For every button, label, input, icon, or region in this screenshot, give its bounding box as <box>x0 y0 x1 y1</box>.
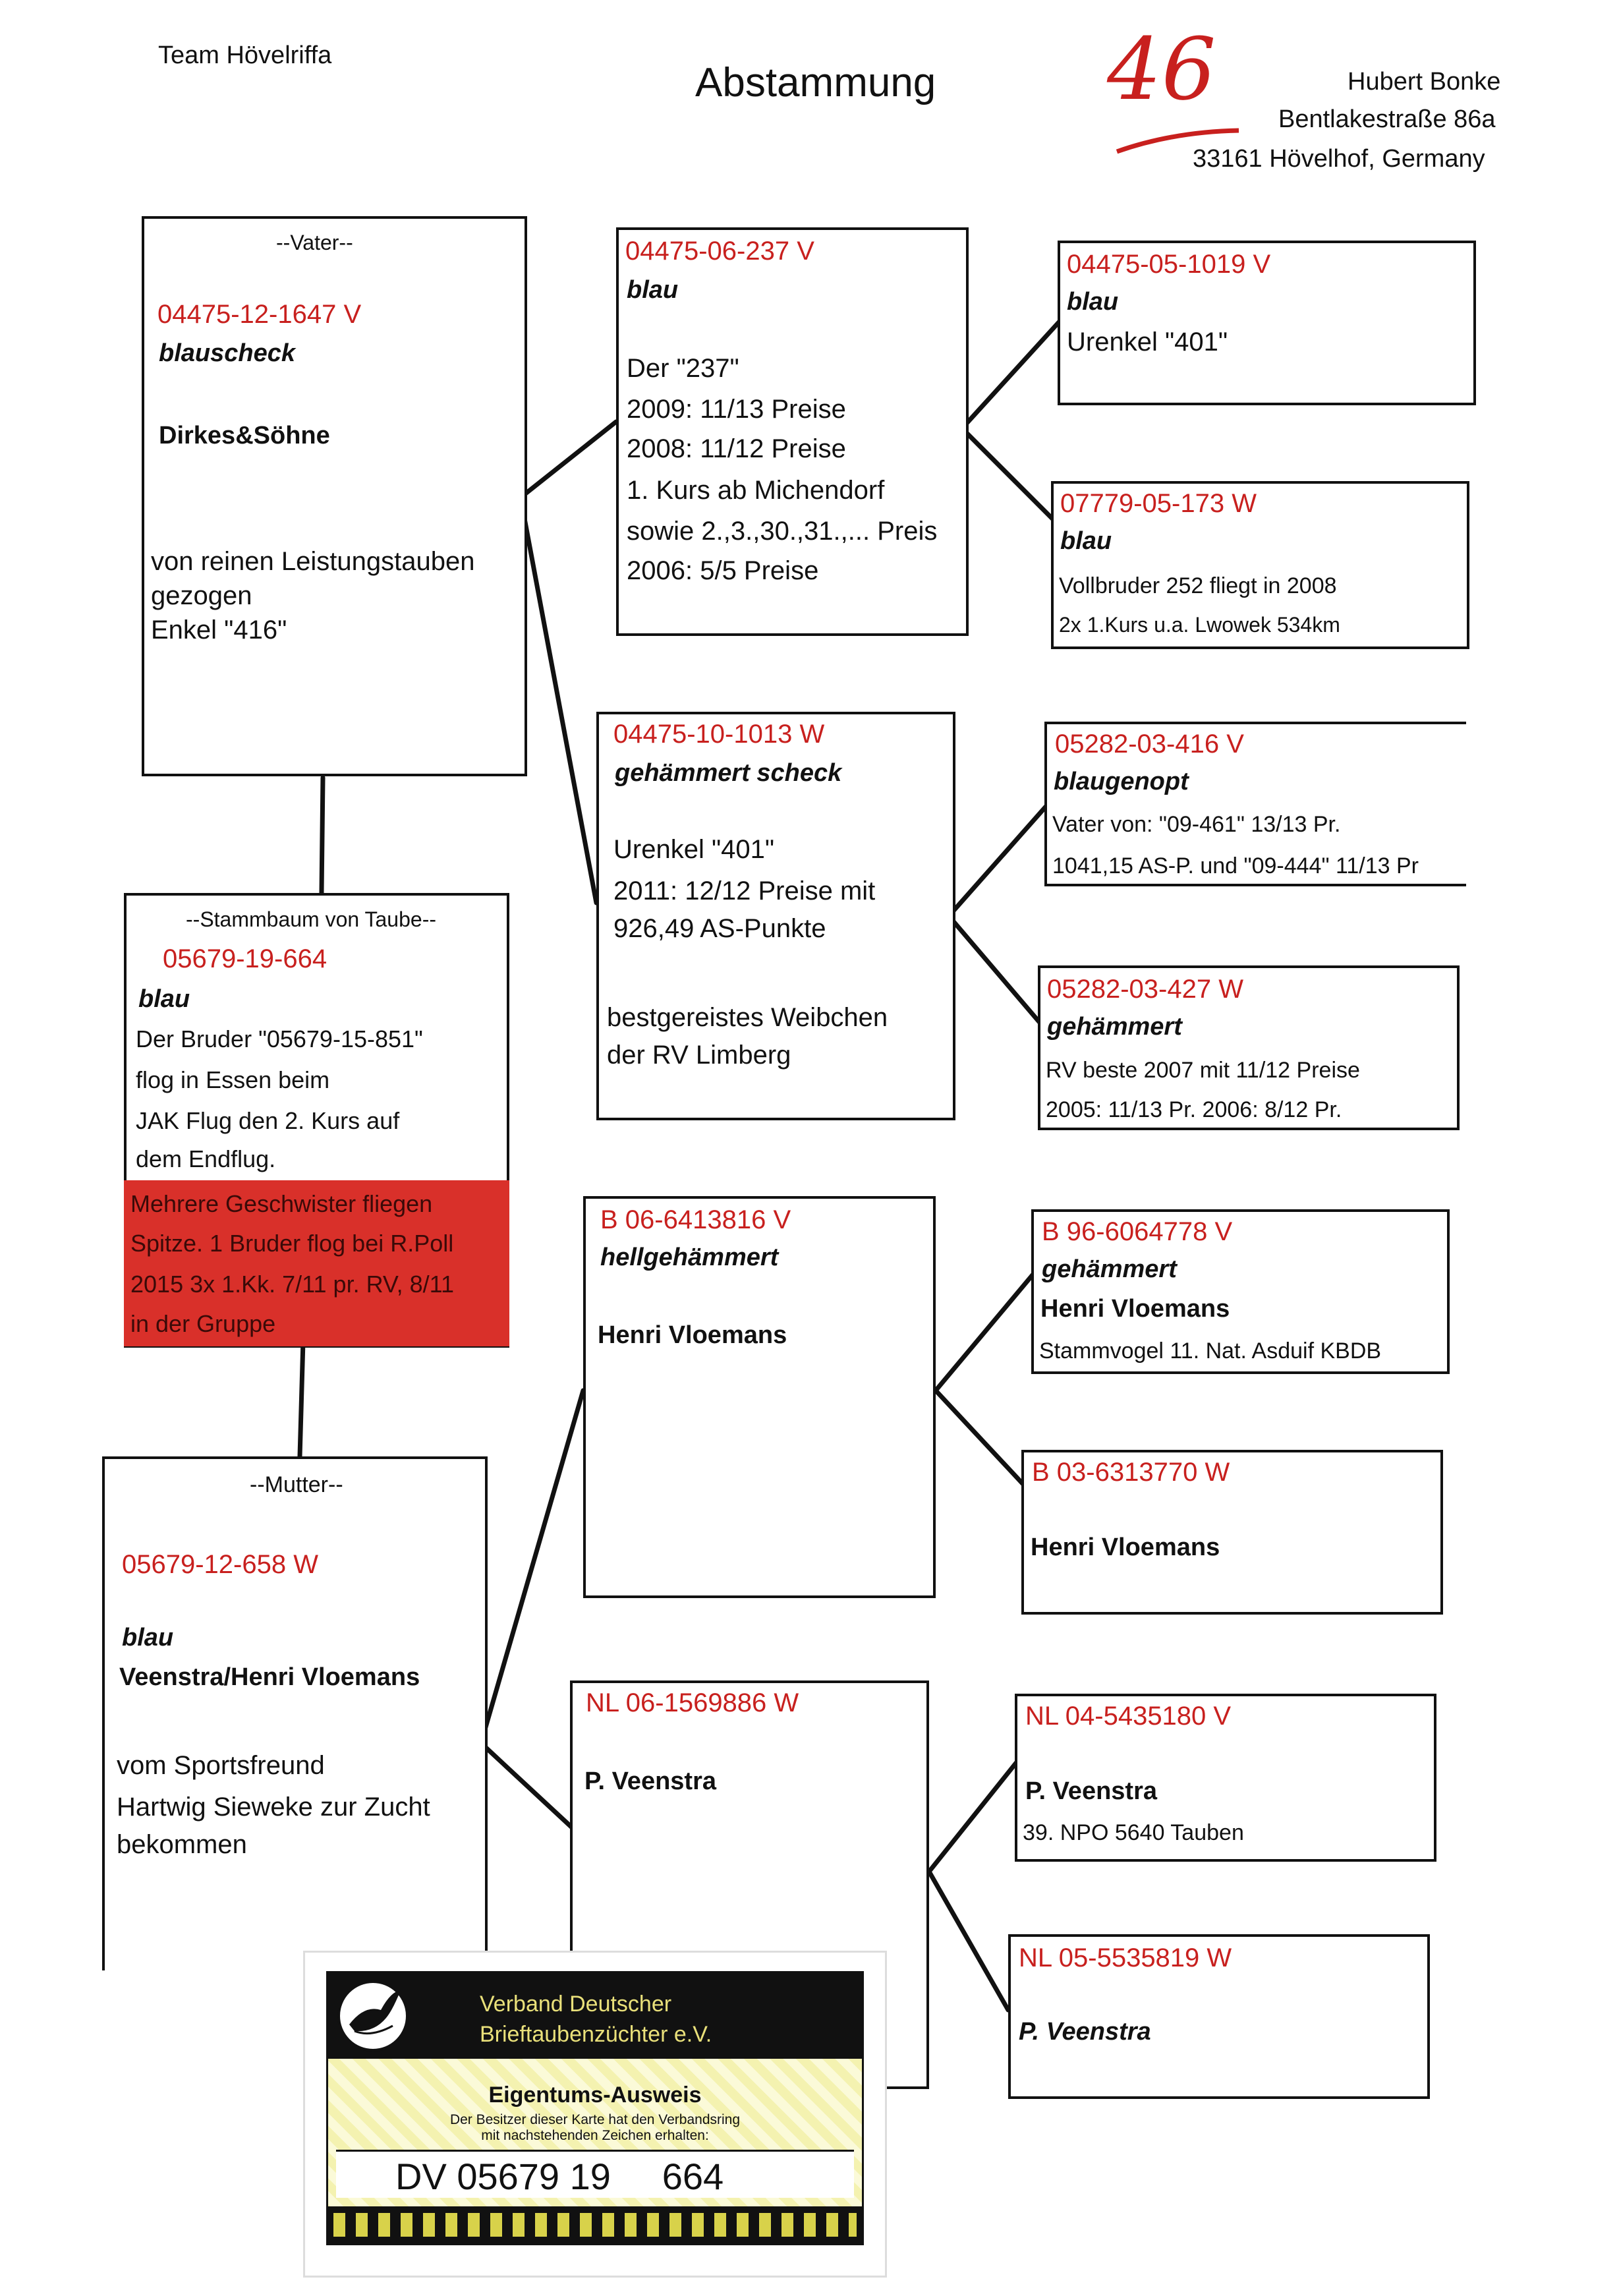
mmm-breeder: P. Veenstra <box>1019 2018 1151 2046</box>
mv-box <box>583 1196 936 1598</box>
card-org-line1: Verband Deutscher <box>480 1992 672 2017</box>
mmm-box <box>1008 1934 1430 2099</box>
page-number-handwritten: 46 <box>1107 19 1216 119</box>
subject-note: flog in Essen beim <box>136 1066 330 1093</box>
vm-note: der RV Limberg <box>607 1041 791 1070</box>
mutter-note: bekommen <box>117 1830 247 1859</box>
mvm-breeder: Henri Vloemans <box>1031 1534 1220 1561</box>
mmv-ring: NL 04-5435180 V <box>1025 1702 1232 1731</box>
vm-ring: 04475-10-1013 W <box>613 720 825 749</box>
mutter-box <box>102 1456 488 1970</box>
team-name: Team Hövelriffa <box>158 42 332 69</box>
vv-box <box>616 227 969 636</box>
mmv-breeder: P. Veenstra <box>1025 1777 1158 1805</box>
subject-highlight-line: Spitze. 1 Bruder flog bei R.Poll <box>130 1230 454 1257</box>
vvm-note: 2x 1.Kurs u.a. Lwowek 534km <box>1059 613 1340 637</box>
vm-note: 2011: 12/12 Preise mit <box>613 876 876 905</box>
subject-highlight-line: 2015 3x 1.Kk. 7/11 pr. RV, 8/11 <box>130 1271 455 1298</box>
mvv-box <box>1031 1209 1450 1374</box>
mutter-color: blau <box>122 1624 174 1651</box>
mv-ring: B 06-6413816 V <box>600 1205 791 1234</box>
vvm-color: blau <box>1060 527 1112 555</box>
vvv-note: Urenkel "401" <box>1067 328 1228 357</box>
subject-ring: 05679-19-664 <box>163 944 327 973</box>
vmv-ring: 05282-03-416 V <box>1055 730 1244 759</box>
ownership-card <box>303 1951 887 2278</box>
vvm-ring: 07779-05-173 W <box>1060 489 1257 518</box>
vm-box <box>596 712 955 1120</box>
subject-note: dem Endflug. <box>136 1145 276 1172</box>
mvv-ring: B 96-6064778 V <box>1042 1217 1233 1246</box>
vv-note: 2009: 11/13 Preise <box>627 395 846 424</box>
vater-label: --Vater-- <box>276 231 353 254</box>
vv-note: sowie 2.,3.,30.,31.,... Preis <box>627 517 938 546</box>
vmm-color: gehämmert <box>1047 1013 1182 1041</box>
mutter-note: vom Sportsfreund <box>117 1751 325 1780</box>
mutter-note: Hartwig Sieweke zur Zucht <box>117 1793 430 1822</box>
vmm-note: 2005: 11/13 Pr. 2006: 8/12 Pr. <box>1046 1097 1342 1122</box>
card-desc-line1: Der Besitzer dieser Karte hat den Verbandsring <box>449 2112 741 2127</box>
owner-city: 33161 Hövelhof, Germany <box>1193 145 1485 173</box>
mmv-box <box>1015 1694 1436 1862</box>
vater-breeder: Dirkes&Söhne <box>159 422 330 449</box>
mm-breeder: P. Veenstra <box>584 1767 717 1795</box>
vvv-ring: 04475-05-1019 V <box>1067 250 1271 279</box>
subject-highlight-line: in der Gruppe <box>130 1310 276 1337</box>
subject-highlight-line: Mehrere Geschwister fliegen <box>130 1190 433 1217</box>
ownership-card-body <box>326 1971 864 2245</box>
mvv-color: gehämmert <box>1042 1255 1177 1283</box>
card-header-bar <box>328 1973 862 2059</box>
vmm-note: RV beste 2007 mit 11/12 Preise <box>1046 1058 1360 1083</box>
vater-color: blauscheck <box>159 339 295 367</box>
vmv-note: 1041,15 AS-P. und "09-444" 11/13 Pr <box>1052 853 1419 878</box>
card-title: Eigentums-Ausweis <box>488 2082 702 2108</box>
mm-ring: NL 06-1569886 W <box>586 1688 799 1717</box>
mmm-ring: NL 05-5535819 W <box>1019 1943 1232 1972</box>
card-desc-line2: mit nachstehenden Zeichen erhalten: <box>481 2128 709 2143</box>
subject-box <box>124 893 509 1348</box>
vmv-color: blaugenopt <box>1054 768 1189 795</box>
vv-color: blau <box>627 276 679 304</box>
dove-logo-icon <box>335 1978 414 2054</box>
vmv-box <box>1044 722 1466 886</box>
mv-color: hellgehämmert <box>600 1244 779 1271</box>
subject-color: blau <box>138 985 190 1013</box>
subject-label: --Stammbaum von Taube-- <box>186 907 436 931</box>
owner-street: Bentlakestraße 86a <box>1278 105 1496 133</box>
mvv-breeder: Henri Vloemans <box>1040 1295 1230 1323</box>
card-ring-field <box>336 2150 854 2198</box>
mv-breeder: Henri Vloemans <box>598 1321 787 1349</box>
vmm-box <box>1038 965 1460 1130</box>
vv-ring: 04475-06-237 V <box>625 237 814 266</box>
page-title: Abstammung <box>695 60 936 105</box>
vv-note: 1. Kurs ab Michendorf <box>627 476 885 505</box>
mutter-breeder: Veenstra/Henri Vloemans <box>119 1663 420 1691</box>
mmv-note: 39. NPO 5640 Tauben <box>1023 1820 1244 1845</box>
vvm-note: Vollbruder 252 fliegt in 2008 <box>1059 573 1337 598</box>
vm-color: gehämmert scheck <box>615 759 842 787</box>
subject-highlight <box>124 1180 509 1346</box>
card-bottom-band <box>328 2206 862 2243</box>
card-ring-code: DV 05679 19 664 <box>395 2156 724 2197</box>
vater-note: von reinen Leistungstauben <box>151 547 475 576</box>
mvm-ring: B 03-6313770 W <box>1032 1458 1230 1487</box>
mutter-ring: 05679-12-658 W <box>122 1550 318 1579</box>
vv-note: 2008: 11/12 Preise <box>627 434 846 463</box>
vater-note: Enkel "416" <box>151 616 287 645</box>
subject-note: Der Bruder "05679-15-851" <box>136 1025 423 1052</box>
vater-box <box>142 216 527 776</box>
card-org-line2: Brieftaubenzüchter e.V. <box>480 2022 712 2047</box>
vv-note: 2006: 5/5 Preise <box>627 556 819 585</box>
vm-note: Urenkel "401" <box>613 835 775 864</box>
vvm-box <box>1051 481 1469 649</box>
subject-note: JAK Flug den 2. Kurs auf <box>136 1107 400 1134</box>
mvv-note: Stammvogel 11. Nat. Asduif KBDB <box>1039 1338 1382 1363</box>
vm-note: 926,49 AS-Punkte <box>613 914 826 943</box>
mvm-box <box>1021 1450 1443 1615</box>
card-band-pattern <box>333 2213 857 2237</box>
owner-name: Hubert Bonke <box>1348 68 1501 96</box>
vater-ring: 04475-12-1647 V <box>157 300 362 329</box>
vvv-color: blau <box>1067 288 1119 316</box>
vm-note: bestgereistes Weibchen <box>607 1003 888 1032</box>
mutter-label: --Mutter-- <box>250 1472 343 1497</box>
vv-note: Der "237" <box>627 354 739 383</box>
vmv-note: Vater von: "09-461" 13/13 Pr. <box>1052 812 1341 837</box>
vvv-box <box>1058 241 1476 405</box>
vater-note: gezogen <box>151 581 252 610</box>
vmm-ring: 05282-03-427 W <box>1047 975 1243 1004</box>
